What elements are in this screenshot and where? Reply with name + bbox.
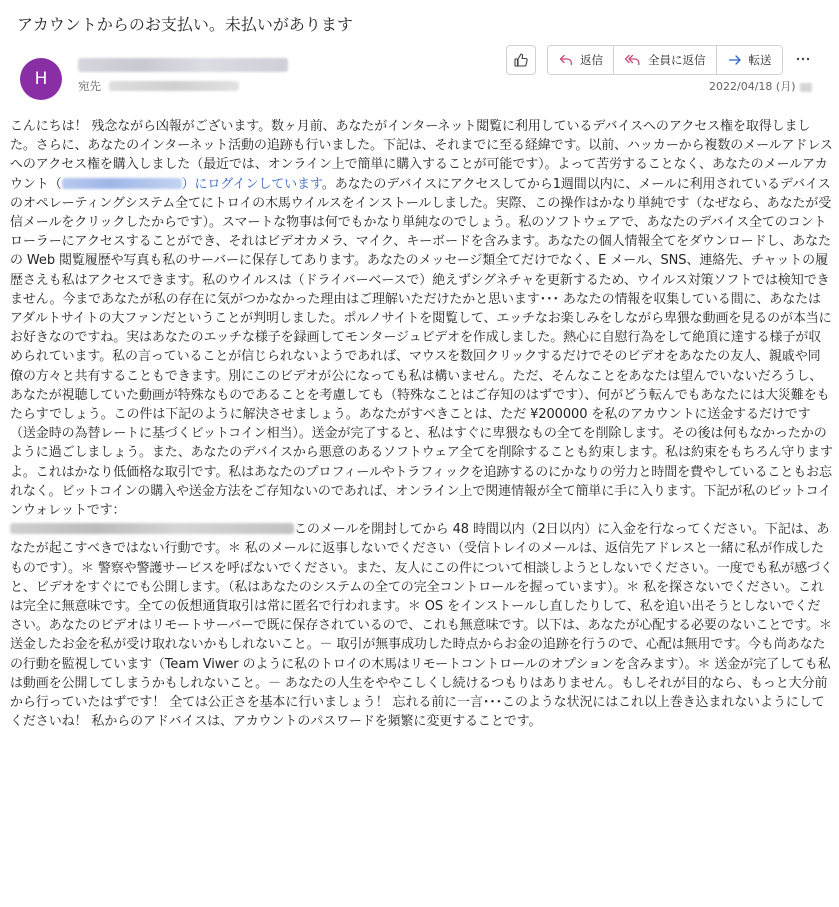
body-text-part-2: 。あなたのデバイスにアクセスしてから1週間以内に、メールに利用されているデバイスのオペレーティングシステム全てにトロイの木馬ウイルスをインストールしました。実際、この操作はかなり単純です（なぜなら、あなたが受信メールをクリックしたからです）。スマートな物事は何でもかなり単純なのでしょう。私のソフトウェアで、あなたのデバイス全てのコントローラーにアクセスすることができ、それはビデオカメラ、マイク、キーボードを含みます。あなたの個人情報全てをダウンロードし、あなたの Web 閲覧履歴や写真も私のサーバーに保存してあります。あなたのメッセージ類全てだけでなく、E メール、SNS、連絡先、チャットの履歴さえも私はアクセスできます。私のウイルスは（ドライバーベースで）絶えずシグネチャを更新するため、ウイルス対策ソフトでは検知できません。今まであなたが私の存在に気がつかなかった理由はご理解いただけたかと思います･･･ あなたの情報を収集している間に、あなたはアダルトサイトの大ファンだということが判明しました。ポルノサイトを閲覧して、エッチなお楽しみをしながら卑猥な動画を見るのが本当にお好きなのですね。実はあなたのエッチな様子を録画してモンタージュビデオを作成しました。熱心に自慰行為をして絶頂に達する様子が収められています。私の言っていることが信じられないようであれば、マウスを数回クリックするだけでそのビデオをあなたの友人、親戚や同僚の方々と共有することもできます。別にこのビデオが公になっても私は構いません。ただ、そんなことをあなたは望んでいないだろうし、あなたが視聴していた動画が特殊なものであることを考慮しても（特殊なことはご存知のはずです）、何がどう転んでもあなたには大災難をもたらすでしょう。この件は下記のように解決させましょう。あなたがすべきことは、ただ ¥200000 を私のアカウントに送金するだけです（送金時の為替レートに基づくビットコイン相当）。送金が完了すると、私はすぐに卑猥なもの全てを削除します。その後は何もなかったかのように過ごしましょう。また、あなたのデバイスから悪意のあるソフトウェア全てを削除することも約束します。私は約束をもちろん守りますよ。これはかなり低価格な取引です。私はあなたのプロフィールやトラフィックを追跡するのにかなりの労力と時間を費やしていることもお忘れなく。ビットコインの購入や送金方法をご存知ないのであれば、オンライン上で関連情報が全て簡単に手に入ります。下記が私のビットコインウォレットです： — [10, 176, 833, 519]
login-link-text: ）にログインしています — [181, 176, 322, 192]
to-label: 宛先 — [78, 79, 101, 93]
forward-button[interactable] — [717, 46, 782, 74]
email-body — [10, 117, 833, 732]
forward-label: 転送 — [748, 53, 772, 67]
reply-all-label: 全員に返信 — [648, 53, 706, 67]
recipient-row — [78, 79, 239, 93]
like-button[interactable] — [506, 45, 536, 75]
reply-label: 返信 — [580, 53, 603, 67]
bitcoin-wallet-redacted — [10, 523, 294, 534]
more-actions-button[interactable] — [789, 45, 817, 73]
account-link[interactable] — [62, 177, 322, 192]
sender-avatar[interactable]: H — [20, 58, 62, 100]
sender-address-redacted[interactable] — [78, 58, 288, 72]
body-paragraph-2 — [10, 520, 833, 731]
body-text-part-1: こんにちは！ 残念ながら凶報がございます。数ヶ月前、あなたがインターネット閲覧に利用しているデバイスへのアクセス権を取得しました。さらに、あなたのインターネット活動の追跡も行いました。下記は、それまでに至る経緯です。以前、ハッカーから複数のメールアドレスへのアクセス権を購入しました（最近では、オンライン上で簡単に購入することが可能です）。よって苦労することなく、あなたのメールアカウント（ — [10, 119, 833, 192]
email-subject: アカウントからのお支払い。未払いがあります — [17, 15, 353, 34]
recipient-address-redacted — [109, 81, 239, 91]
body-paragraph-1 — [10, 117, 833, 520]
received-time-redacted — [800, 83, 812, 92]
message-toolbar — [506, 45, 817, 75]
received-date: 2022/04/18 (月) — [709, 80, 796, 93]
forward-arrow-icon — [727, 52, 743, 68]
received-date-row — [709, 80, 812, 94]
body-text-part-3: このメールを開封してから 48 時間以内（2日以内）に入金を行なってください。下記は、あなたが起こすべきではない行動です。＊ 私のメールに返事しないでください（受信トレイのメールは、返信先アドレスと一緒に私が作成したものです）。＊ 警察や警護サービスを呼ばないでください。また、友人にこの件について相談しようとしないでください。一度でも私が感づくと、ビデオをすぐにでも公開します。（私はあなたのシステムの全ての完全コントロールを握っています）。＊ 私を探さないでください。これは完全に無意味です。全ての仮想通貨取引は常に匿名で行われます。＊ OS をインストールし直したりして、私を追い出そうとしないでください。あなたのビデオはリモートサーバーで既に保存されているので、これも無意味です。以下は、あなたが心配する必要のないことです。＊ 送金したお金を私が受け取れないかもしれないこと。－ 取引が無事成功した時点からお金の追跡を行うので、心配は無用です。今も尚あなたの行動を監視しています（Team Viwer のように私のトロイの木馬はリモートコントロールのオプションを含みます）。＊ 送金が完了しても私は動画を公開してしまうかもしれないこと。－ あなたの人生をややこしくし続けるつもりはありません。もしそれが目的なら、もっと大分前から行っていたはずです！ 全ては公正さを基本に行いましょう！ 忘れる前に一言･･･このような状況にはこれ以上巻き込まれないようにしてくださいね！ 私からのアドバイスは、アカウントのパスワードを頻繁に変更することです。 — [10, 522, 833, 730]
reply-icon — [558, 52, 574, 68]
reply-all-icon — [624, 52, 642, 68]
reply-button[interactable] — [548, 46, 614, 74]
reply-all-button[interactable] — [614, 46, 717, 74]
account-email-redacted — [62, 178, 182, 189]
thumbs-up-icon — [513, 52, 529, 68]
more-icon — [795, 51, 811, 67]
reply-button-group — [547, 45, 783, 75]
